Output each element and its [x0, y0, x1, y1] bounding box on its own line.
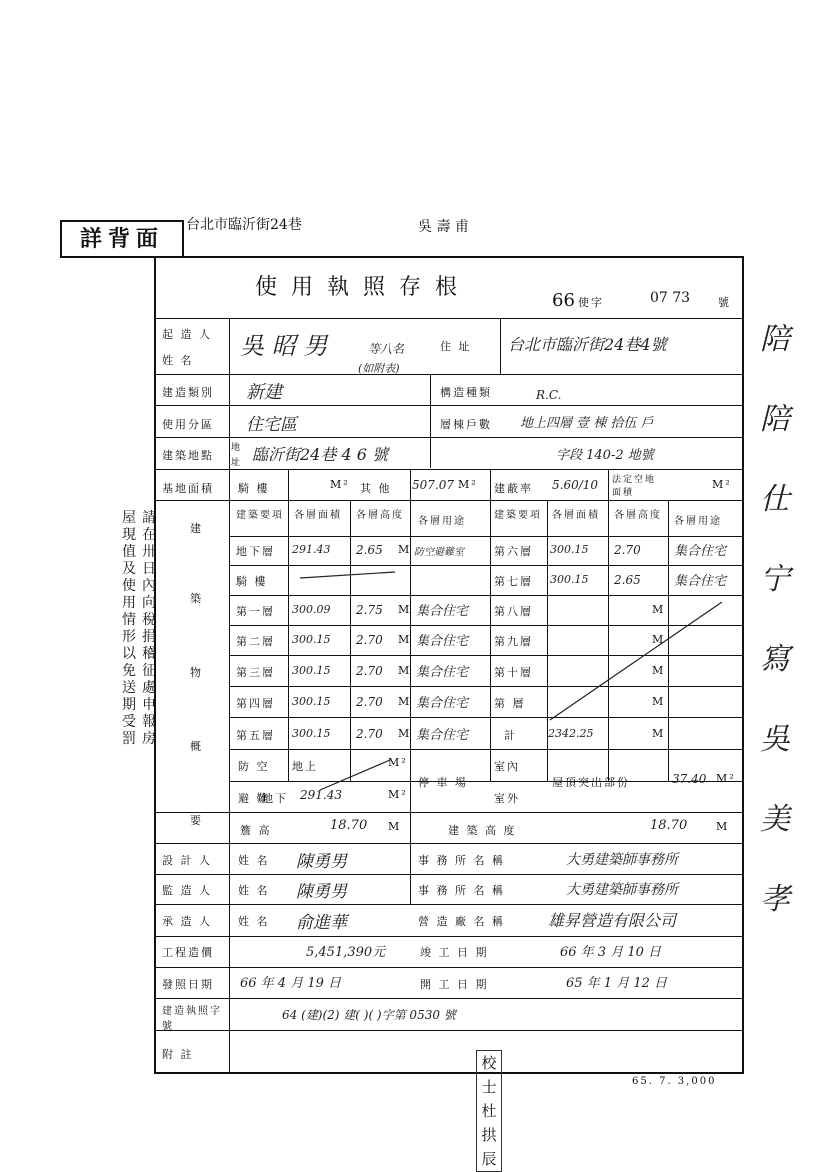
floor-left-4-name: 第三層: [236, 666, 275, 679]
floor-left-3-area: 300.15: [292, 633, 331, 646]
owner-extra: 等八名: [368, 342, 405, 356]
site-area-label: 基地面積: [162, 482, 214, 495]
shelter-label-2: 避 難: [238, 792, 270, 805]
floor-right-total-name: 計: [504, 729, 517, 742]
floors-count: 地上四層 壹 棟 拾伍 戶: [520, 416, 654, 431]
left-margin-note-b: 請在卅日內向稅捐稽征處申報房: [142, 510, 156, 747]
floor-right-0-height: 2.70: [614, 543, 641, 557]
issue-date: 66 年 4 月 19 日: [240, 976, 342, 991]
floor-right-3-name: 第九層: [494, 635, 533, 648]
permit-value: 64 (建)(2) 建( )( )字第 0530 號: [282, 1008, 456, 1022]
unit-m-r5: M: [652, 695, 666, 708]
zone: 住宅區: [246, 415, 297, 435]
inspector-stamp: 校士杜拱辰: [476, 1050, 502, 1172]
issue-date-label: 發照日期: [162, 978, 214, 991]
contractor-name-label: 姓 名: [238, 915, 270, 928]
building-height: 18.70: [650, 818, 688, 833]
floor-right-4-name: 第十層: [494, 666, 533, 679]
owner-address: 台北市臨沂街24巷4號: [508, 335, 667, 354]
license-number-prefix: 66: [552, 290, 575, 311]
owner-label-name: 姓 名: [162, 354, 194, 367]
site-label: 建築地點: [162, 449, 214, 462]
floor-right-2-name: 第八層: [494, 605, 533, 618]
floor-right-total-area: 2342.25: [548, 727, 594, 740]
address-label: 住 址: [440, 340, 472, 353]
side-label-2: 築: [190, 592, 203, 605]
designer-office: 大勇建築師事務所: [566, 852, 678, 868]
coverage-value: 5.60/10: [552, 478, 599, 492]
license-number-word: 使字: [578, 296, 604, 309]
side-label-3: 物: [190, 666, 203, 679]
floors-header-item-right: 建築要項: [494, 510, 542, 521]
arcade-unit: M²: [330, 478, 350, 491]
cost-value: 5,451,390元: [306, 945, 386, 960]
roof-label: 屋頂突出部份: [552, 776, 630, 789]
shelter-above-label: 地上: [292, 760, 318, 773]
shelter-below-value: 291.43: [300, 788, 342, 802]
build-type-label: 建造類別: [162, 386, 214, 399]
floor-left-3-use: 集合住宅: [416, 634, 469, 649]
floor-left-2-height: 2.75: [356, 603, 383, 617]
site-address: 臨沂街24巷 4 6 號: [252, 445, 388, 464]
floor-right-0-use: 集合住宅: [674, 544, 727, 559]
contractor-firm: 雄昇營造有限公司: [548, 911, 677, 930]
unit-m-6: M: [398, 727, 412, 740]
top-name: 吳 壽 甫: [418, 219, 469, 235]
unit-m-0: M: [398, 543, 412, 556]
floor-right-1-area: 300.15: [550, 573, 589, 586]
eave-unit: M: [388, 820, 402, 833]
cost-label: 工程造價: [162, 946, 214, 959]
floors-label: 層棟戶數: [440, 418, 492, 431]
floor-left-6-name: 第五層: [236, 729, 275, 742]
finish-date: 66 年 3 月 10 日: [560, 945, 662, 960]
floor-left-0-name: 地下層: [236, 545, 275, 558]
floors-header-height-right: 各層高度: [614, 510, 662, 521]
note-label: 附 註: [162, 1048, 194, 1061]
floors-header-use-left: 各層用途: [418, 516, 466, 527]
roof-value: 37.40: [672, 772, 707, 786]
floor-right-0-name: 第六層: [494, 545, 533, 558]
floor-left-4-use: 集合住宅: [416, 665, 469, 680]
parking-outdoor: 室外: [494, 792, 520, 805]
supervisor-name-label: 姓 名: [238, 884, 270, 897]
shelter-label-1: 防 空: [238, 760, 270, 773]
coverage-label: 建蔽率: [494, 482, 533, 495]
license-number-suffix: 號: [718, 296, 731, 309]
structure-type: R.C.: [536, 388, 562, 402]
floor-left-4-height: 2.70: [356, 664, 383, 678]
supervisor-label: 監 造 人: [162, 884, 212, 897]
floor-left-2-name: 第一層: [236, 605, 275, 618]
zone-label: 使用分區: [162, 418, 214, 431]
shelter-below-unit: M²: [388, 788, 408, 801]
legal-open-unit: M²: [712, 478, 732, 491]
build-type: 新建: [246, 382, 282, 403]
detail-back-tag: 詳背面: [60, 220, 184, 258]
designer-name-label: 姓 名: [238, 854, 270, 867]
right-margin-writing: 陪陪仕宁寫吳美孝: [760, 322, 790, 917]
start-date-label: 開 工 日 期: [420, 978, 489, 991]
floor-left-2-area: 300.09: [292, 603, 331, 616]
floor-left-6-area: 300.15: [292, 727, 331, 740]
site-lot: 字段 140-2 地號: [556, 448, 654, 463]
contractor-firm-label: 營 造 廠 名 稱: [418, 915, 505, 928]
floor-left-6-height: 2.70: [356, 727, 383, 741]
owner-extra-attached: (如附表): [358, 362, 400, 375]
supervisor-office: 大勇建築師事務所: [566, 882, 678, 898]
shelter-below-label: 地下: [262, 792, 288, 805]
designer-office-label: 事 務 所 名 稱: [418, 854, 505, 867]
unit-m-3: M: [398, 633, 412, 646]
side-label-1: 建: [190, 522, 203, 535]
license-number: 07 73: [650, 290, 691, 306]
owner-label: 起 造 人: [162, 328, 212, 341]
supervisor-office-label: 事 務 所 名 稱: [418, 884, 505, 897]
eave-height-label: 簷 高: [240, 824, 272, 837]
floor-right-1-name: 第七層: [494, 575, 533, 588]
floor-left-0-height: 2.65: [356, 543, 383, 557]
floor-left-3-name: 第二層: [236, 635, 275, 648]
left-margin-note-a: 屋現值及使用情形以免送期受罰: [122, 510, 136, 747]
side-label-4: 概: [190, 740, 203, 753]
supervisor-name: 陳勇男: [296, 882, 347, 902]
top-address: 台北市臨沂街24巷: [186, 217, 302, 233]
structure-label: 構造種類: [440, 386, 492, 399]
site-sub2: 址: [231, 458, 243, 468]
unit-m-2: M: [398, 603, 412, 616]
roof-unit: M²: [716, 772, 736, 785]
floor-right-1-height: 2.65: [614, 573, 641, 587]
unit-m-r4: M: [652, 664, 666, 677]
permit-label: 建造執照字號: [162, 1006, 222, 1032]
finish-date-label: 竣 工 日 期: [420, 946, 489, 959]
floor-right-0-area: 300.15: [550, 543, 589, 556]
floor-left-0-use: 防空避難室: [414, 547, 464, 558]
floor-left-6-use: 集合住宅: [416, 728, 469, 743]
parking-indoor: 室內: [494, 760, 520, 773]
floor-left-5-area: 300.15: [292, 695, 331, 708]
floor-left-1-name: 騎 樓: [236, 575, 268, 588]
unit-m-r2: M: [652, 603, 666, 616]
other-label: 其 他: [360, 482, 392, 495]
floor-right-5-name: 第 層: [494, 697, 526, 710]
form-title: 使用執照存根: [255, 275, 472, 300]
floors-header-item-left: 建築要項: [236, 510, 284, 521]
unit-m-5: M: [398, 695, 412, 708]
building-height-label: 建 築 高 度: [448, 824, 517, 837]
floor-right-1-use: 集合住宅: [674, 574, 727, 589]
unit-m-4: M: [398, 664, 412, 677]
owner-name: 吳 昭 男: [240, 332, 328, 360]
floor-left-5-height: 2.70: [356, 695, 383, 709]
parking-label: 停 車 場: [418, 776, 468, 789]
other-unit: M²: [458, 478, 478, 491]
eave-height: 18.70: [330, 818, 368, 833]
arcade-label: 騎 樓: [238, 482, 270, 495]
floor-left-0-area: 291.43: [292, 543, 331, 556]
side-label-5: 要: [190, 814, 203, 827]
floor-left-5-use: 集合住宅: [416, 696, 469, 711]
floor-left-2-use: 集合住宅: [416, 604, 469, 619]
designer-label: 設 計 人: [162, 854, 212, 867]
floors-header-height-left: 各層高度: [356, 510, 404, 521]
print-code: 65. 7. 3,000: [632, 1076, 717, 1087]
contractor-name: 俞進華: [296, 913, 347, 933]
floor-left-4-area: 300.15: [292, 664, 331, 677]
unit-m-r6: M: [652, 727, 666, 740]
floors-header-area-left: 各層面積: [294, 510, 342, 521]
floor-left-3-height: 2.70: [356, 633, 383, 647]
designer-name: 陳勇男: [296, 852, 347, 872]
shelter-above-unit: M²: [388, 756, 408, 769]
floors-header-area-right: 各層面積: [552, 510, 600, 521]
unit-m-r3: M: [652, 633, 666, 646]
contractor-label: 承 造 人: [162, 915, 212, 928]
site-sub1: 地: [231, 443, 243, 453]
building-height-unit: M: [716, 820, 730, 833]
legal-open-label: 法定空地面積: [612, 475, 657, 498]
floors-header-use-right: 各層用途: [674, 516, 722, 527]
floor-left-5-name: 第四層: [236, 697, 275, 710]
start-date: 65 年 1 月 12 日: [566, 976, 668, 991]
other-area: 507.07: [412, 478, 454, 492]
